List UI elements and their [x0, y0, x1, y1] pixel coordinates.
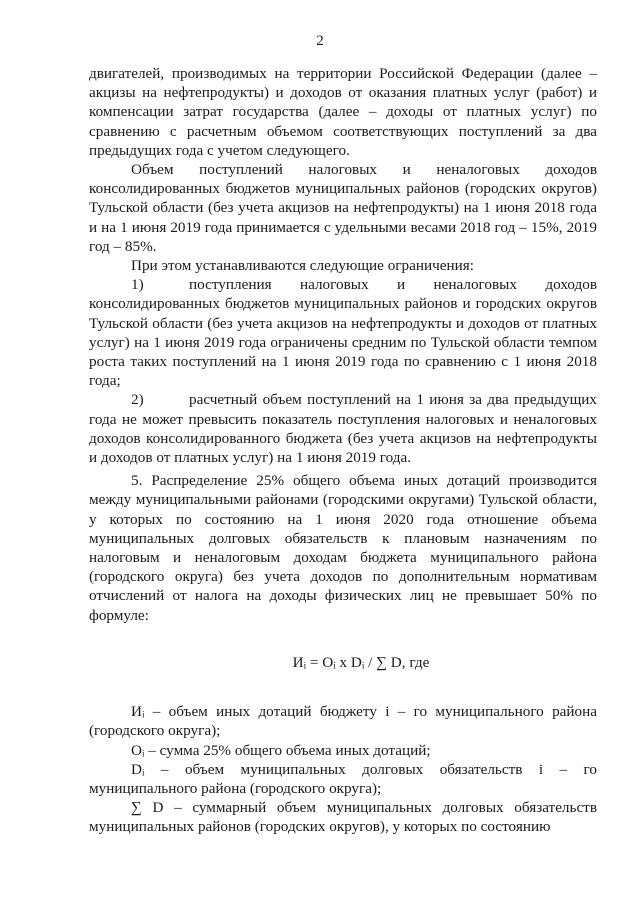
list-item-2-text: расчетный объем поступлений на 1 июня за два предыдущих года не может превысить показатель поступления налоговых и неналоговых доходов консолидированного бюджета (без учета акцизов на нефтепродукты и доходов от платных услуг) на 1 июня 2019 года. — [89, 391, 597, 467]
definition-O: Оᵢ – сумма 25% общего объема иных дотаций; — [131, 741, 431, 759]
list-item-2 — [89, 390, 597, 467]
formula: Иᵢ = Оᵢ x Dᵢ / ∑ D, где — [292, 653, 430, 671]
definition-I: Иᵢ – объем иных дотаций бюджету i – го муниципального района (городского округа); — [89, 703, 597, 740]
paragraph-continuation: двигателей, производимых на территории Российской Федерации (далее – акцизы на нефтепродукты) и доходов от оказания платных услуг (работ) и компенсации затрат государства (далее – доходы от платных услуг) по сравнению с расчетным объемом соответствующих поступлений за два предыдущих года с учетом следующего. — [89, 65, 597, 159]
list-item-2-number: 2) — [131, 391, 144, 409]
definition-D: Dᵢ – объем муниципальных долговых обязательств i – го муниципального района (городского округа); — [89, 760, 597, 797]
paragraph-revenue-weights: Объем поступлений налоговых и неналоговых доходов консолидированных бюджетов муниципальных районов (городских округов) Тульской области (без учета акцизов на нефтепродукты) на 1 июня 2018 года и на 1 июня 2019 года принимается с удельными весами 2018 год – 15%, 2019 год – 85%. — [89, 161, 597, 255]
list-item-1-number: 1) — [131, 276, 144, 294]
list-item-1 — [89, 275, 597, 390]
paragraph-section-5: 5. Распределение 25% общего объема иных дотаций производится между муниципальными районами (городскими округами) Тульской области, у которых по состоянию на 1 июня 2020 года отношение объема муниципальных долговых обязательств к плановым назначениям по налоговым и неналоговым доходам бюджета муниципального района (городского округа) без учета доходов по дополнительным нормативам отчислений от налога на доходы физических лиц не превышает 50% по формуле: — [89, 472, 597, 624]
document-body — [89, 64, 597, 837]
list-item-1-text: поступления налоговых и неналоговых доходов консолидированных бюджетов муниципальных районов и городских округов Тульской области (без учета акцизов на нефтепродукты и доходов от платных услуг) на 1 июня 2019 года ограничены средним по Тульской области темпом роста таких поступлений на 1 июня 2019 года по сравнению с 1 июня 2018 года; — [89, 276, 597, 390]
definition-sum-D: ∑ D – суммарный объем муниципальных долговых обязательств муниципальных районов (городских округов), у которых по состоянию — [89, 799, 597, 836]
page-number: 2 — [316, 33, 324, 49]
paragraph-restrictions-intro: При этом устанавливаются следующие ограничения: — [131, 257, 474, 275]
